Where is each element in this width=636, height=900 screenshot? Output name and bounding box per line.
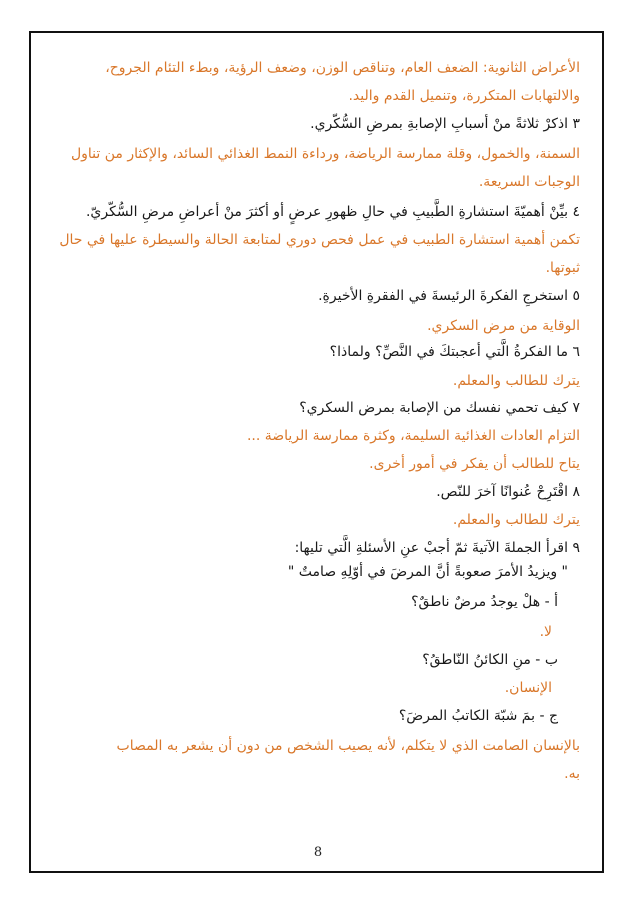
answer-line: لا.: [539, 624, 552, 640]
question-line: ٦ ما الفكرةُ الَّتي أعجبتكَ في النَّصِّ؟ ولماذا؟: [329, 344, 580, 360]
answer-line: يتاح للطالب أن يفكر في أمور أخرى.: [369, 456, 580, 472]
page-number: 8: [313, 845, 323, 860]
sub-question-line: أ - هلْ يوجدُ مرضٌ ناطقٌ؟: [411, 594, 558, 610]
sub-question-line: ب - منِ الكائنُ النّاطقُ؟: [422, 652, 558, 668]
answer-line: به.: [564, 766, 580, 782]
answer-line: السمنة، والخمول، وقلة ممارسة الرياضة، ورداءة النمط الغذائي السائد، والإكثار من تناول: [70, 146, 580, 162]
question-line: ٣ اذكرْ ثلاثةً منْ أسبابِ الإصابةِ بمرضِ السُّكّري.: [310, 116, 580, 132]
answer-line: تكمن أهمية استشارة الطبيب في عمل فحص دوري لمتابعة الحالة والسيطرة عليها في حال: [59, 232, 580, 248]
answer-line: الوقاية من مرض السكري.: [427, 318, 580, 334]
answer-line: الأعراض الثانوية: الضعف العام، وتناقص الوزن، وضعف الرؤية، وبطء التئام الجروح،: [105, 60, 580, 76]
answer-line: بالإنسان الصامت الذي لا يتكلم، لأنه يصيب الشخص من دون أن يشعر به المصاب: [116, 738, 580, 754]
question-line: ٩ اقرأ الجملةَ الآتيةَ ثمّ أجبْ عنِ الأسئلةِ الَّتي تليها:: [294, 540, 580, 556]
answer-line: الوجبات السريعة.: [478, 174, 580, 190]
answer-line: الإنسان.: [504, 680, 552, 696]
question-line: ٧ كيف تحمي نفسك من الإصابة بمرض السكري؟: [299, 400, 580, 416]
quoted-sentence: " ويزيدُ الأمرَ صعوبةً أنَّ المرضَ في أوّلِهِ صامتٌ ": [287, 564, 568, 580]
question-line: ٥ استخرجِ الفكرةَ الرئيسةَ في الفقرةِ الأخيرةِ.: [318, 288, 580, 304]
answer-line: يترك للطالب والمعلم.: [452, 512, 580, 528]
answer-line: ثبوتها.: [545, 260, 580, 276]
answer-line: والالتهابات المتكررة، وتنميل القدم واليد.: [348, 88, 580, 104]
sub-question-line: ج - بمَ شبّهَ الكاتبُ المرضَ؟: [398, 708, 558, 724]
question-line: ٤ بيِّنْ أهميّةَ استشارةِ الطَّبيبِ في حالِ ظهورِ عرضٍ أو أكثرَ منْ أعراضِ مرضِ السُّكّريّ.: [85, 204, 580, 220]
question-line: ٨ اقْتَرِحْ عُنوانًا آخرَ للنّص.: [436, 484, 580, 500]
answer-line: يترك للطالب والمعلم.: [452, 373, 580, 389]
answer-line: التزام العادات الغذائية السليمة، وكثرة ممارسة الرياضة ...: [246, 428, 580, 444]
